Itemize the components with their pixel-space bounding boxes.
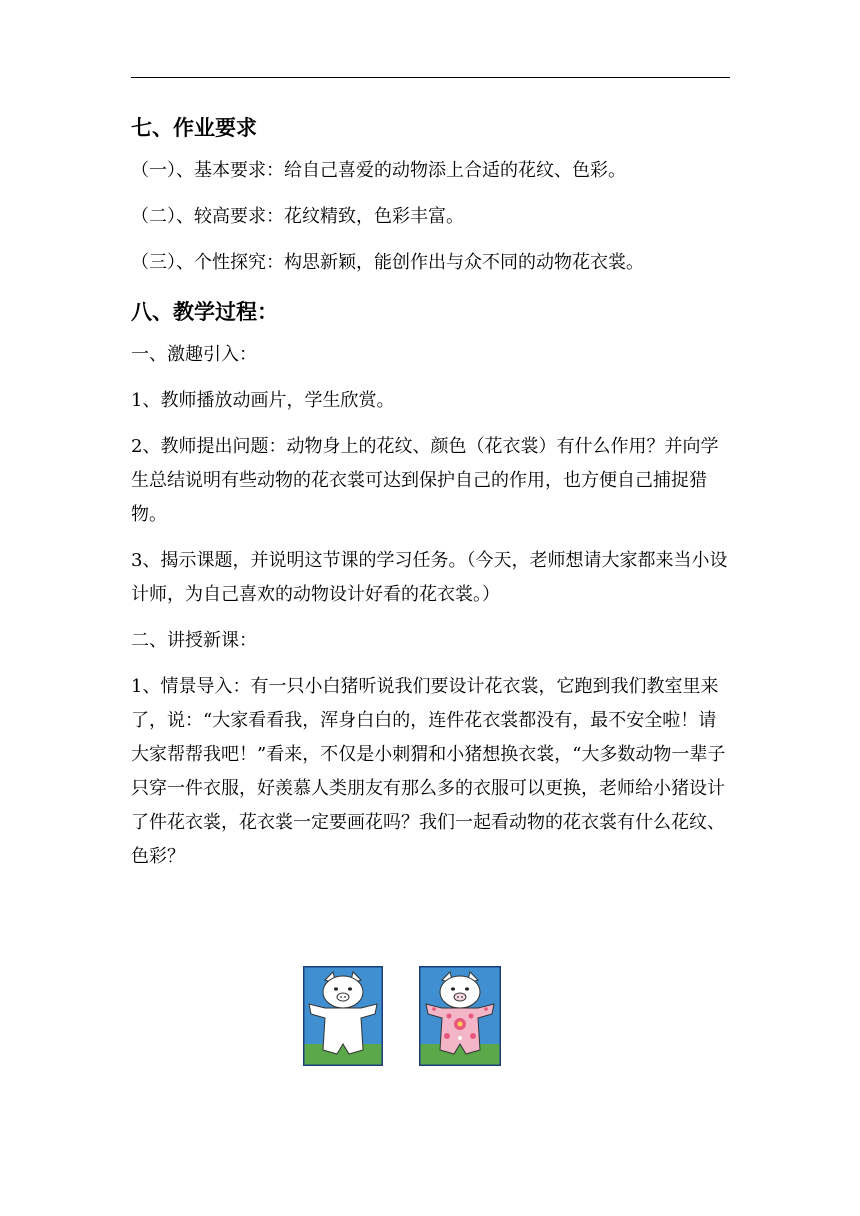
document-body <box>131 108 731 874</box>
req-personal: （三）、个性探究：构思新颖，能创作出与众不同的动物花衣裳。 <box>131 252 644 273</box>
part-1-item-3: 3、揭示课题，并说明这节课的学习任务。（今天，老师想请大家都来当小设计师，为自己喜欢的动物设计好看的花衣裳。） <box>131 550 728 605</box>
req-basic: （一）、基本要求：给自己喜爱的动物添上合适的花纹、色彩。 <box>131 160 626 181</box>
part-1-item-1: 1、教师播放动画片，学生欣赏。 <box>131 390 395 411</box>
pig-illustrations <box>0 966 860 1068</box>
req-advanced: （二）、较高要求：花纹精致，色彩丰富。 <box>131 206 464 227</box>
part-1-title: 一、激趣引入： <box>131 344 257 365</box>
part-1-item-2: 2、教师提出问题：动物身上的花纹、颜色（花衣裳）有什么作用？并向学生总结说明有些动物的花衣裳可达到保护自己的作用，也方便自己捕捉猎物。 <box>131 436 719 525</box>
section-8-heading: 八、教学过程： <box>131 300 278 324</box>
header-rule <box>131 77 730 78</box>
white-pig-image <box>303 966 383 1066</box>
patterned-pig-image <box>419 966 501 1066</box>
part-2-item-1: 1、情景导入：有一只小白猪听说我们要设计花衣裳，它跑到我们教室里来了，说：“大家看看我，浑身白白的，连件花衣裳都没有，最不安全啦！请大家帮帮我吧！”看来，不仅是小刺猬和小猪想换衣裳，“大多数动物一辈子只穿一件衣服，好羡慕人类朋友有那么多的衣服可以更换，老师给小猪设计了件花衣裳，花衣裳一定要画花吗？我们一起看动物的花衣裳有什么花纹、色彩？ <box>131 676 726 867</box>
section-7-heading: 七、作业要求 <box>131 116 257 140</box>
part-2-title: 二、讲授新课： <box>131 630 257 651</box>
